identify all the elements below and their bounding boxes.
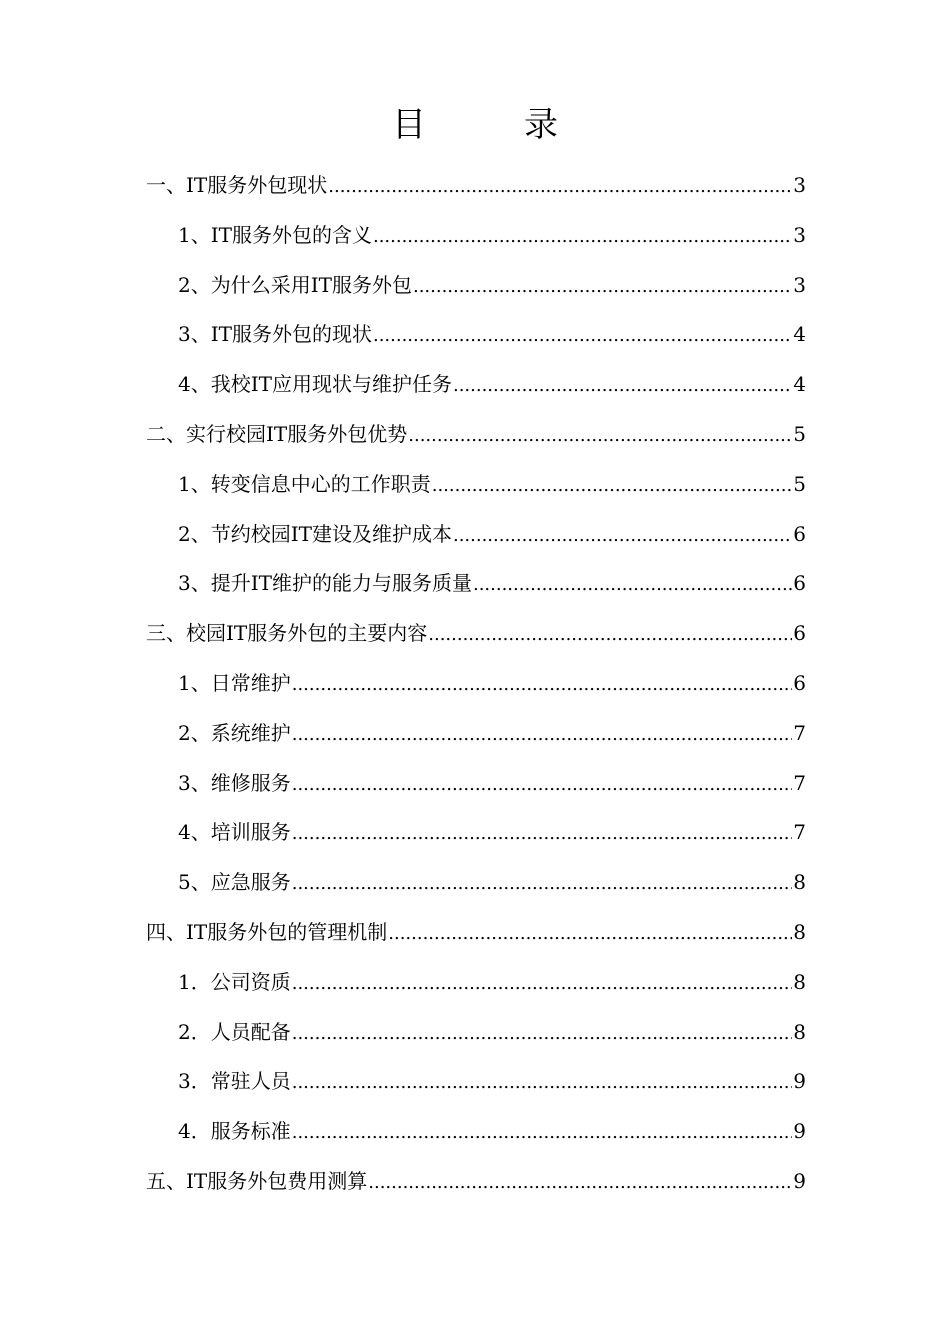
toc-entry[interactable] — [146, 460, 806, 510]
toc-leader-dots — [413, 262, 792, 312]
toc-entry[interactable] — [146, 1008, 806, 1058]
toc-entry-page: 7 — [793, 770, 806, 795]
toc-entry-text: 3、IT服务外包的现状 — [178, 322, 372, 347]
toc-entry-text: 2、节约校园IT建设及维护成本 — [178, 521, 452, 546]
toc-leader-dots — [292, 1009, 793, 1059]
toc-entry-text: 4、我校IT应用现状与维护任务 — [178, 372, 452, 397]
toc-leader-dots — [373, 212, 792, 262]
toc-entry-page: 5 — [793, 421, 806, 446]
toc-entry-text: 3、提升IT维护的能力与服务质量 — [178, 571, 472, 596]
toc-entry-page: 8 — [793, 870, 806, 895]
toc-leader-dots — [292, 859, 793, 909]
toc-entry-text: 5、应急服务 — [178, 870, 291, 895]
toc-entry-text: 五、IT服务外包费用测算 — [146, 1168, 368, 1193]
toc-entry[interactable] — [146, 1057, 806, 1107]
toc-entry[interactable] — [146, 261, 806, 311]
toc-entry-text: 1、转变信息中心的工作职责 — [178, 471, 431, 496]
toc-entry-text: 二、实行校园IT服务外包优势 — [146, 421, 408, 446]
toc-entry-text: 3．常驻人员 — [178, 1069, 291, 1094]
toc-entry-page: 9 — [793, 1119, 806, 1144]
toc-entry[interactable] — [146, 211, 806, 261]
toc-entry-page: 8 — [793, 1019, 806, 1044]
toc-entry-text: 三、校园IT服务外包的主要内容 — [146, 621, 428, 646]
toc-entry[interactable] — [146, 360, 806, 410]
toc-entry-text: 2．人员配备 — [178, 1019, 291, 1044]
toc-entry-page: 6 — [793, 670, 806, 695]
toc-leader-dots — [368, 1158, 792, 1208]
toc-entry[interactable] — [146, 559, 806, 609]
toc-leader-dots — [388, 909, 792, 959]
toc-leader-dots — [292, 809, 793, 859]
toc-entry[interactable] — [146, 759, 806, 809]
toc-leader-dots — [432, 461, 793, 511]
toc-entry-text: 1、IT服务外包的含义 — [178, 222, 372, 247]
toc-leader-dots — [292, 1108, 793, 1158]
toc-entry-page: 4 — [793, 372, 806, 397]
toc-entry-page: 3 — [793, 222, 806, 247]
toc-leader-dots — [292, 710, 793, 760]
toc-entry[interactable] — [146, 958, 806, 1008]
toc-entry[interactable] — [146, 858, 806, 908]
toc-entry-page: 8 — [793, 969, 806, 994]
toc-entry-text: 1．公司资质 — [178, 969, 291, 994]
toc-entry[interactable] — [146, 510, 806, 560]
toc-entry[interactable] — [146, 161, 806, 211]
toc-entry-text: 1、日常维护 — [178, 670, 291, 695]
toc-entry[interactable] — [146, 659, 806, 709]
toc-leader-dots — [453, 511, 792, 561]
toc-entry-page: 6 — [793, 621, 806, 646]
toc-entry[interactable] — [146, 1157, 806, 1207]
toc-leader-dots — [408, 411, 792, 461]
toc-entry[interactable] — [146, 310, 806, 360]
toc-entry[interactable] — [146, 808, 806, 858]
toc-entry[interactable] — [146, 609, 806, 659]
toc-entry-page: 9 — [793, 1168, 806, 1193]
toc-entry-text: 4、培训服务 — [178, 820, 291, 845]
toc-entry-text: 2、为什么采用IT服务外包 — [178, 272, 412, 297]
toc-entry-text: 一、IT服务外包现状 — [146, 173, 328, 197]
toc-leader-dots — [473, 560, 792, 610]
toc-title: 目 录 — [392, 105, 590, 145]
toc-entry-text: 2、系统维护 — [178, 720, 291, 745]
toc-entry-page: 6 — [793, 521, 806, 546]
toc-list — [146, 161, 806, 1207]
toc-entry-page: 7 — [793, 820, 806, 845]
toc-entry[interactable] — [146, 1107, 806, 1157]
toc-entry-text: 3、维修服务 — [178, 770, 291, 795]
toc-entry[interactable] — [146, 908, 806, 958]
toc-entry-page: 3 — [793, 173, 806, 197]
toc-entry-page: 6 — [793, 571, 806, 596]
toc-entry[interactable] — [146, 709, 806, 759]
toc-entry-page: 4 — [793, 322, 806, 347]
toc-leader-dots — [453, 361, 792, 411]
toc-leader-dots — [373, 311, 792, 361]
toc-entry-page: 7 — [793, 720, 806, 745]
toc-entry-page: 8 — [793, 919, 806, 944]
toc-leader-dots — [292, 760, 793, 810]
toc-entry-text: 4．服务标准 — [178, 1119, 291, 1144]
toc-entry-page: 3 — [793, 272, 806, 297]
toc-entry-page: 5 — [793, 471, 806, 496]
toc-entry-text: 四、IT服务外包的管理机制 — [146, 919, 388, 944]
toc-leader-dots — [292, 660, 793, 710]
toc-leader-dots — [292, 1058, 793, 1108]
toc-entry-page: 9 — [793, 1069, 806, 1094]
toc-leader-dots — [292, 959, 793, 1009]
toc-leader-dots — [328, 162, 792, 212]
toc-entry[interactable] — [146, 410, 806, 460]
toc-leader-dots — [428, 610, 792, 660]
